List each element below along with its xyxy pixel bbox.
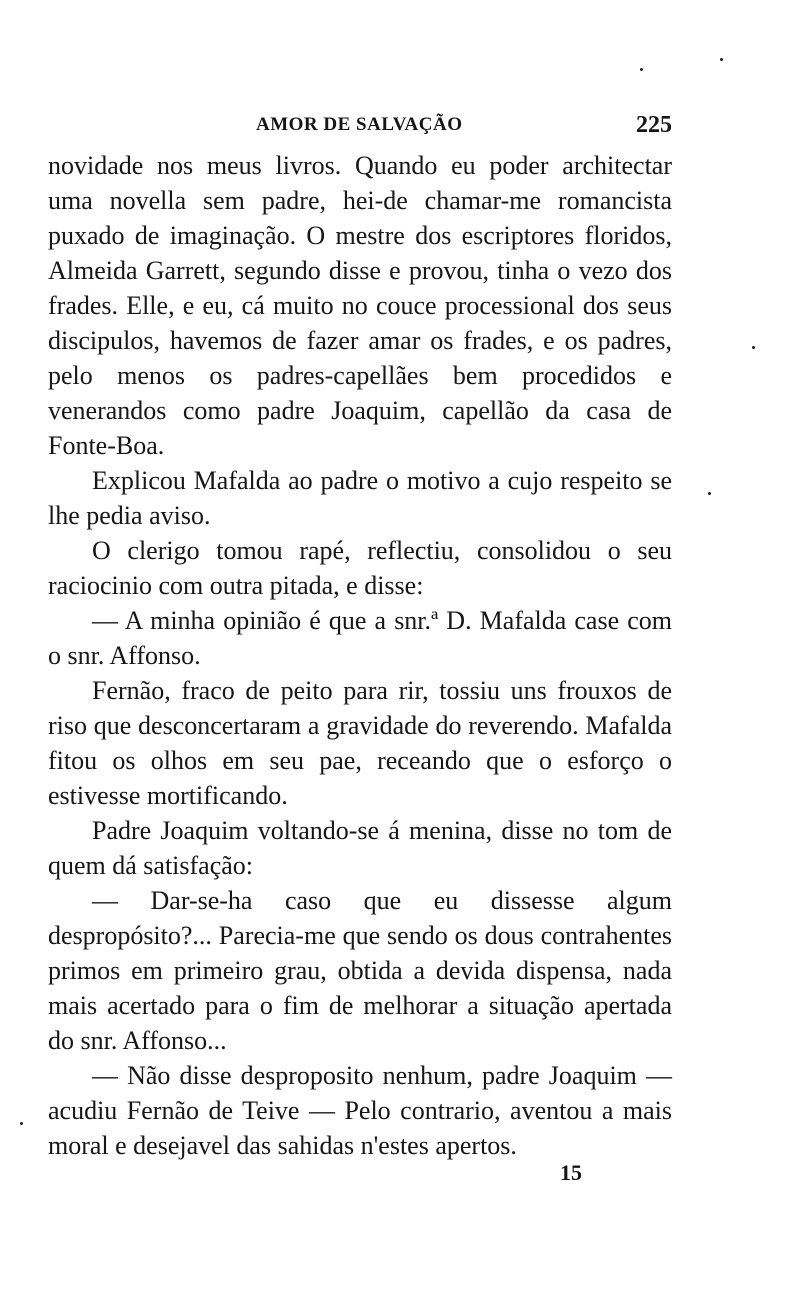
paragraph: Padre Joaquim voltando-se á menina, disse no tom de quem dá satisfação: xyxy=(48,816,672,880)
body-text xyxy=(48,148,672,1163)
print-speck xyxy=(752,346,755,349)
print-speck xyxy=(640,68,643,71)
paragraph: — Dar-se-ha caso que eu dissesse algum despropósito?... Parecia-me que sendo os dous contrahentes primos em primeiro grau, obtida a devida dispensa, nada mais acertado para o fim de melhorar a situação apertada do snr. Affonso... xyxy=(48,886,672,1055)
print-speck xyxy=(20,1122,23,1125)
signature-mark: 15 xyxy=(560,1160,582,1185)
paragraph: Fernão, fraco de peito para rir, tossiu uns frouxos de riso que desconcertaram a gravidade do reverendo. Mafalda fitou os olhos em seu pae, receando que o esforço o estivesse mortificando. xyxy=(48,676,672,810)
paragraph: — Não disse desproposito nenhum, padre Joaquim — acudiu Fernão de Teive — Pelo contrario, aventou a mais moral e desejavel das sahidas n'estes apertos. xyxy=(48,1061,672,1160)
paragraph: novidade nos meus livros. Quando eu poder architectar uma novella sem padre, hei-de chamar-me romancista puxado de imaginação. O mestre dos escriptores floridos, Almeida Garrett, segundo disse e provou, tinha o vezo dos frades. Elle, e eu, cá muito no couce processional dos seus discipulos, havemos de fazer amar os frades, e os padres, pelo menos os padres-capellães bem procedidos e venerandos como padre Joaquim, capellão da casa de Fonte-Boa. xyxy=(48,151,672,460)
page-number: 225 xyxy=(636,112,672,138)
print-speck xyxy=(720,58,723,61)
print-speck xyxy=(708,492,711,495)
running-title: AMOR DE SALVAÇÃO xyxy=(256,114,463,135)
paragraph: O clerigo tomou rapé, reflectiu, consolidou o seu raciocinio com outra pitada, e disse: xyxy=(48,536,672,600)
page-header xyxy=(48,112,672,142)
paragraph: Explicou Mafalda ao padre o motivo a cujo respeito se lhe pedia aviso. xyxy=(48,466,672,530)
paragraph: — A minha opinião é que a snr.ª D. Mafalda case com o snr. Affonso. xyxy=(48,606,672,670)
